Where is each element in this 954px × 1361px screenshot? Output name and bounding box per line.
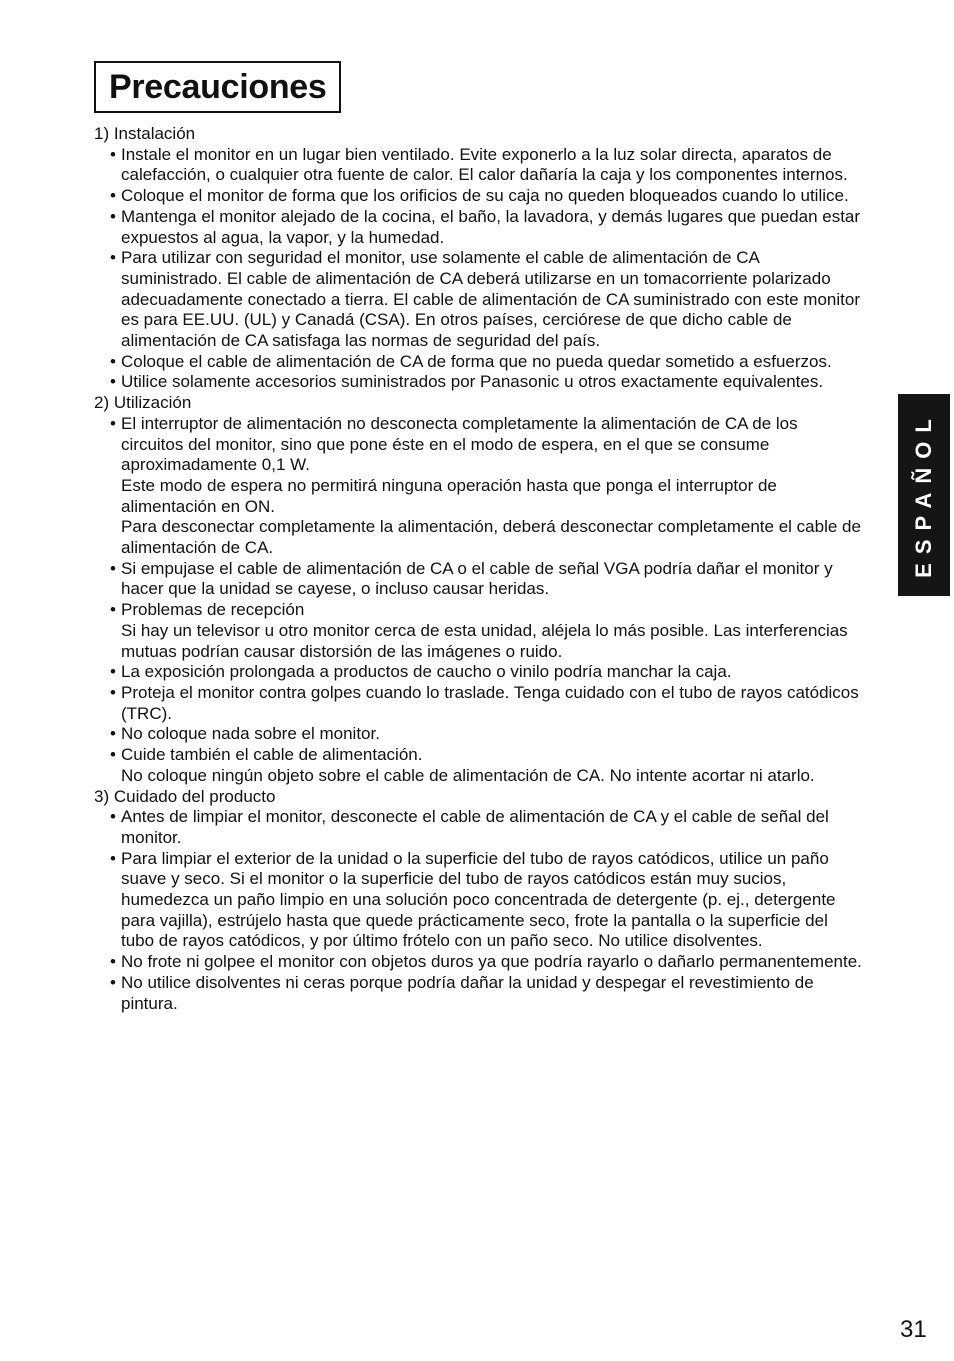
bullet-dot-icon: •: [110, 972, 116, 992]
bullet-dot-icon: •: [110, 558, 116, 578]
bullet-text: No frote ni golpee el monitor con objetos duros ya que podría rayarlo o dañarlo permanentemente.: [121, 952, 862, 972]
precautions-content: [94, 124, 864, 1014]
section-heading: 3) Cuidado del producto: [94, 786, 276, 806]
bullet-text: La exposición prolongada a productos de caucho o vinilo podría manchar la caja.: [121, 662, 732, 682]
list-item: [94, 207, 864, 248]
bullet-dot-icon: •: [110, 248, 116, 268]
bullet-dot-icon: •: [110, 724, 116, 744]
bullet-dot-icon: •: [110, 144, 116, 164]
list-item: [94, 745, 864, 786]
section: [94, 393, 864, 786]
bullet-dot-icon: •: [110, 206, 116, 226]
bullet-dot-icon: •: [110, 186, 116, 206]
section-heading: 2) Utilización: [94, 393, 192, 413]
bullet-list: [94, 807, 864, 1014]
bullet-text: Mantenga el monitor alejado de la cocina, el baño, la lavadora, y demás lugares que puedan estar expuestos al agua, la vapor, y la humedad.: [121, 206, 861, 247]
bullet-text: No coloque nada sobre el monitor.: [121, 724, 380, 744]
bullet-dot-icon: •: [110, 952, 116, 972]
bullet-text: Para utilizar con seguridad el monitor, use solamente el cable de alimentación de CA suministrado. El cable de alimentación de CA deberá utilizarse en un tomacorriente polarizado adecuadamente conectado a tierra. El cable de alimentación de CA suministrado con este monitor es para EE.UU. (UL) y Canadá (CSA). En otros países, cerciórese de que dicho cable de alimentación de CA satisfaga las normas de seguridad del país.: [121, 248, 860, 351]
bullet-text: Coloque el cable de alimentación de CA de forma que no pueda quedar sometido a esfuerzos.: [121, 351, 832, 371]
bullet-text: Para desconectar completamente la alimentación, deberá desconectar completamente el cable de alimentación de CA.: [121, 517, 861, 558]
bullet-text: Cuide también el cable de alimentación.: [121, 745, 423, 765]
list-item: [94, 352, 864, 373]
title-box: [94, 61, 341, 113]
bullet-text: Si hay un televisor u otro monitor cerca de esta unidad, aléjela lo más posible. Las interferencias mutuas podrían causar distorsión de las imágenes o ruido.: [121, 620, 848, 661]
bullet-list: [94, 145, 864, 393]
bullet-dot-icon: •: [110, 807, 116, 827]
list-item: [94, 724, 864, 745]
bullet-text: Utilice solamente accesorios suministrados por Panasonic u otros exactamente equivalentes.: [121, 372, 824, 392]
list-item: [94, 952, 864, 973]
list-item: [94, 248, 864, 352]
bullet-dot-icon: •: [110, 682, 116, 702]
bullet-text: Para limpiar el exterior de la unidad o la superficie del tubo de rayos catódicos, utilice un paño suave y seco. Si el monitor o la superficie del tubo de rayos catódicos están muy sucios, humedezca un paño limpio en una solución poco concentrada de detergente (p. ej., detergente para vajilla), estrújelo hasta que quede prácticamente seco, frote la pantalla o la superficie del tubo de rayos catódicos, y por último frótelo con un paño seco. No utilice disolventes.: [121, 848, 836, 951]
bullet-dot-icon: •: [110, 745, 116, 765]
bullet-text: Este modo de espera no permitirá ninguna operación hasta que ponga el interruptor de alimentación en ON.: [121, 475, 777, 516]
bullet-text: No utilice disolventes ni ceras porque podría dañar la unidad y despegar el revestimiento de pintura.: [121, 972, 814, 1013]
bullet-text: Si empujase el cable de alimentación de CA o el cable de señal VGA podría dañar el monitor y hacer que la unidad se cayese, o incluso causar heridas.: [121, 558, 833, 599]
list-item: [94, 559, 864, 600]
bullet-dot-icon: •: [110, 848, 116, 868]
bullet-text: Proteja el monitor contra golpes cuando lo traslade. Tenga cuidado con el tubo de rayos catódicos (TRC).: [121, 682, 859, 723]
bullet-text: No coloque ningún objeto sobre el cable de alimentación de CA. No intente acortar ni atarlo.: [121, 765, 815, 785]
section: [94, 787, 864, 1015]
list-item: [94, 807, 864, 848]
bullet-text: Instale el monitor en un lugar bien ventilado. Evite exponerlo a la luz solar directa, aparatos de calefacción, o cualquier otra fuente de calor. El calor dañaría la caja y los componentes internos.: [121, 144, 848, 185]
list-item: [94, 372, 864, 393]
list-item: [94, 973, 864, 1014]
section-heading: 1) Instalación: [94, 124, 196, 143]
list-item: [94, 145, 864, 186]
bullet-text: El interruptor de alimentación no desconecta completamente la alimentación de CA de los circuitos del monitor, sino que pone éste en el modo de espera, en el que se consume aproximadamente 0,1 W.: [121, 413, 798, 475]
page-title: Precauciones: [109, 68, 327, 106]
bullet-dot-icon: •: [110, 600, 116, 620]
language-tab: [898, 394, 950, 596]
list-item: [94, 849, 864, 953]
bullet-text: Problemas de recepción: [121, 600, 305, 620]
bullet-dot-icon: •: [110, 662, 116, 682]
bullet-list: [94, 414, 864, 787]
bullet-text: Antes de limpiar el monitor, desconecte el cable de alimentación de CA y el cable de señal del monitor.: [121, 807, 829, 847]
list-item: [94, 186, 864, 207]
bullet-dot-icon: •: [110, 413, 116, 433]
list-item: [94, 414, 864, 559]
list-item: [94, 683, 864, 724]
page-number: 31: [900, 1316, 927, 1343]
list-item: [94, 662, 864, 683]
bullet-dot-icon: •: [110, 372, 116, 392]
section: [94, 124, 864, 393]
language-tab-label: ESPAÑOL: [911, 410, 936, 578]
bullet-dot-icon: •: [110, 351, 116, 371]
list-item: [94, 600, 864, 662]
bullet-text: Coloque el monitor de forma que los orificios de su caja no queden bloqueados cuando lo utilice.: [121, 186, 849, 206]
